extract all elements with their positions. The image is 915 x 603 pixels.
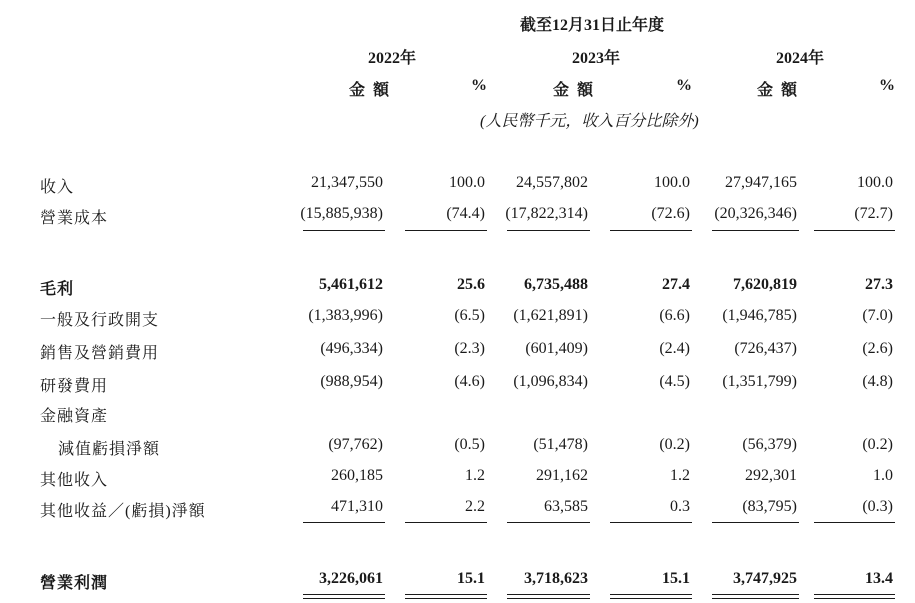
row-label: 其他收入 [40, 472, 109, 489]
cell-2024-percent: 27.3 [865, 276, 893, 293]
cell-2023-amount: (1,096,834) [513, 373, 588, 390]
total-double-rule [610, 594, 692, 599]
total-double-rule [405, 594, 487, 599]
cell-2023-percent: (0.2) [659, 436, 690, 453]
subtotal-rule [814, 522, 895, 523]
cell-2024-percent: (0.3) [862, 498, 893, 515]
amount-header-2024: 金額 [757, 82, 806, 99]
year-2023: 2023年 [572, 50, 621, 67]
amount-header-2023: 金額 [553, 82, 602, 99]
cell-2022-percent: (0.5) [454, 436, 485, 453]
cell-2022-percent: 100.0 [449, 174, 485, 191]
row-admin-expenses [0, 307, 915, 329]
row-label: 銷售及營銷費用 [40, 345, 160, 362]
cell-2024-percent: (2.6) [862, 340, 893, 357]
cell-2022-percent: (6.5) [454, 307, 485, 324]
subtotal-rule [610, 230, 692, 231]
row-gross-profit [0, 276, 915, 298]
row-selling-expenses [0, 340, 915, 362]
cell-2024-amount: (56,379) [742, 436, 797, 453]
cell-2023-amount: (51,478) [533, 436, 588, 453]
cell-2024-amount: (20,326,346) [714, 205, 797, 222]
percent-header-2024: % [879, 77, 895, 94]
subtotal-rule [712, 230, 799, 231]
cell-2022-percent: (74.4) [446, 205, 485, 222]
cell-2022-amount: 260,185 [331, 467, 383, 484]
row-financial-assets-heading [0, 403, 915, 425]
total-double-rule [712, 594, 799, 599]
cell-2022-amount: 3,226,061 [319, 570, 383, 587]
subtotal-rule [303, 522, 385, 523]
cell-2024-amount: 3,747,925 [733, 570, 797, 587]
row-label: 營業利潤 [40, 575, 109, 592]
row-label: 金融資產 [40, 408, 109, 425]
year-2024: 2024年 [776, 50, 825, 67]
subtotal-rule [405, 230, 487, 231]
total-double-rule [507, 594, 590, 599]
row-operating-profit [0, 570, 915, 592]
cell-2023-amount: 63,585 [544, 498, 588, 515]
row-label: 其他收益／(虧損)淨額 [40, 503, 206, 520]
row-label: 收入 [40, 179, 75, 196]
row-other-income [0, 467, 915, 489]
row-label: 研發費用 [40, 378, 109, 395]
cell-2022-amount: (15,885,938) [300, 205, 383, 222]
row-other-gains-net [0, 498, 915, 520]
cell-2024-percent: (4.8) [862, 373, 893, 390]
cell-2022-amount: 21,347,550 [311, 174, 383, 191]
cell-2024-amount: (1,351,799) [722, 373, 797, 390]
subtotal-rule [303, 230, 385, 231]
cell-2024-percent: (0.2) [862, 436, 893, 453]
cell-2023-percent: (72.6) [651, 205, 690, 222]
cell-2022-percent: (4.6) [454, 373, 485, 390]
cell-2024-amount: 292,301 [745, 467, 797, 484]
cell-2023-percent: (2.4) [659, 340, 690, 357]
cell-2023-percent: 100.0 [654, 174, 690, 191]
cell-2022-percent: 15.1 [457, 570, 485, 587]
cell-2022-amount: (988,954) [320, 373, 383, 390]
cell-2024-amount: 27,947,165 [725, 174, 797, 191]
subtotal-rule [507, 230, 590, 231]
cell-2022-percent: (2.3) [454, 340, 485, 357]
cell-2022-amount: 5,461,612 [319, 276, 383, 293]
percent-header-2023: % [676, 77, 692, 94]
total-double-rule [303, 594, 385, 599]
cell-2022-amount: (97,762) [328, 436, 383, 453]
cell-2022-percent: 2.2 [465, 498, 485, 515]
cell-2023-percent: 0.3 [670, 498, 690, 515]
row-label: 一般及行政開支 [40, 312, 160, 329]
subtotal-rule [405, 522, 487, 523]
cell-2023-amount: 24,557,802 [516, 174, 588, 191]
cell-2023-amount: (17,822,314) [505, 205, 588, 222]
cell-2023-amount: 291,162 [536, 467, 588, 484]
unit-note: (人民幣千元，收入百分比除外) [480, 113, 699, 130]
row-revenue [0, 174, 915, 196]
cell-2023-percent: 15.1 [662, 570, 690, 587]
cell-2022-percent: 1.2 [465, 467, 485, 484]
cell-2022-amount: (496,334) [320, 340, 383, 357]
row-cost-of-sales [0, 205, 915, 227]
cell-2024-amount: (726,437) [734, 340, 797, 357]
cell-2024-amount: (83,795) [742, 498, 797, 515]
row-impairment-losses [0, 436, 915, 458]
cell-2023-amount: 6,735,488 [524, 276, 588, 293]
cell-2023-percent: (4.5) [659, 373, 690, 390]
subtotal-rule [610, 522, 692, 523]
cell-2022-amount: 471,310 [331, 498, 383, 515]
row-label: 減值虧損淨額 [58, 441, 161, 458]
row-rd-expenses [0, 373, 915, 395]
row-label: 營業成本 [40, 210, 109, 227]
amount-header-2022: 金額 [349, 82, 398, 99]
cell-2023-amount: 3,718,623 [524, 570, 588, 587]
subtotal-rule [712, 522, 799, 523]
cell-2024-amount: 7,620,819 [733, 276, 797, 293]
cell-2023-percent: 1.2 [670, 467, 690, 484]
cell-2022-amount: (1,383,996) [308, 307, 383, 324]
cell-2024-percent: 1.0 [873, 467, 893, 484]
cell-2023-percent: (6.6) [659, 307, 690, 324]
cell-2024-percent: 100.0 [857, 174, 893, 191]
cell-2024-amount: (1,946,785) [722, 307, 797, 324]
percent-header-2022: % [471, 77, 487, 94]
row-label: 毛利 [40, 281, 75, 298]
cell-2023-percent: 27.4 [662, 276, 690, 293]
cell-2024-percent: (7.0) [862, 307, 893, 324]
total-double-rule [814, 594, 895, 599]
period-heading: 截至12月31日止年度 [520, 17, 665, 34]
year-2022: 2022年 [368, 50, 417, 67]
subtotal-rule [507, 522, 590, 523]
cell-2024-percent: (72.7) [854, 205, 893, 222]
cell-2023-amount: (1,621,891) [513, 307, 588, 324]
subtotal-rule [814, 230, 895, 231]
cell-2022-percent: 25.6 [457, 276, 485, 293]
cell-2024-percent: 13.4 [865, 570, 893, 587]
cell-2023-amount: (601,409) [525, 340, 588, 357]
